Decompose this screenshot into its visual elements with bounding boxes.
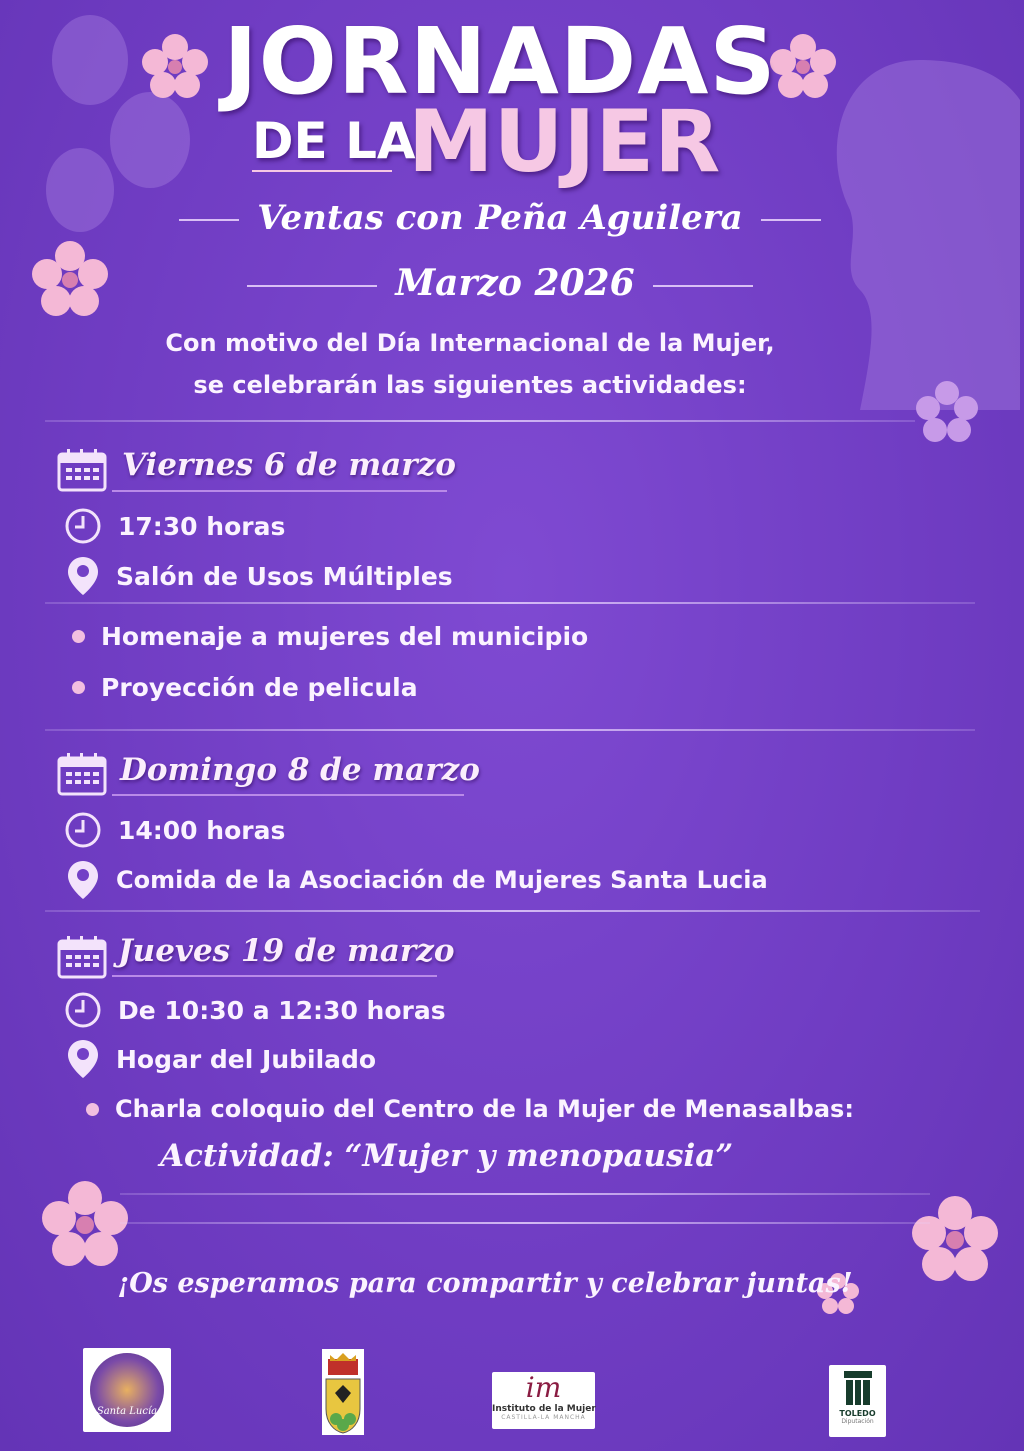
title-underline [252,170,392,172]
location-pin-icon [66,555,100,597]
intro-line: Con motivo del Día Internacional de la Mujer, [165,329,775,357]
event-place [66,555,453,597]
event-place [66,859,768,901]
bullet-icon [72,681,85,694]
title-jornadas: JORNADAS [223,8,777,115]
calendar-icon [57,752,107,796]
bullet-icon [72,630,85,643]
activity-item [72,622,588,651]
divider [179,219,239,221]
bullet-icon [86,1103,99,1116]
diputacion-toledo-logo [829,1365,886,1437]
activity-item [72,673,418,702]
toledo-tower-icon [844,1371,872,1405]
separator [45,420,915,422]
separator [45,602,975,604]
activity-text: Proyección de pelicula [101,673,418,702]
day-underline [112,490,447,492]
date-text: Marzo 2026 [395,262,635,304]
clock-icon [64,991,102,1029]
calendar-icon [57,448,107,492]
event-time [64,811,285,849]
location-subtitle [0,198,1000,238]
title-mujer: MUJER [408,92,721,192]
intro-line: se celebrarán las siguientes actividades: [193,371,747,399]
clock-icon [64,811,102,849]
toledo-text: TOLEDO [839,1409,876,1418]
event-day: Jueves 19 de marzo [118,933,455,969]
separator [120,1193,930,1195]
intro-text [0,322,940,406]
place-text: Comida de la Asociación de Mujeres Santa Lucia [116,866,768,894]
instituto-mujer-logo [492,1372,595,1429]
location-pin-icon [66,1038,100,1080]
date-subtitle [0,262,1000,304]
diputacion-text: Diputación [841,1418,874,1425]
event-day: Domingo 8 de marzo [120,752,480,788]
instituto-name: Instituto de la Mujer [492,1404,596,1414]
event-time [64,991,446,1029]
event-time [64,507,285,545]
location-pin-icon [66,859,100,901]
place-text: Salón de Usos Múltiples [116,561,453,591]
day-underline [112,794,464,796]
flower-icon [40,1180,130,1270]
day-underline [112,975,437,977]
event-place [66,1038,376,1080]
closing-message: ¡Os esperamos para compartir y celebrar juntas! [117,1268,853,1299]
instituto-mark: im [525,1371,562,1404]
divider [761,219,821,221]
divider [653,285,753,287]
santa-lucia-logo [83,1348,171,1432]
clock-icon [64,507,102,545]
event-day: Viernes 6 de marzo [122,447,456,483]
activity-highlight: Actividad: “Mujer y menopausia” [160,1138,734,1174]
title-de-la: DE LA [252,112,416,170]
instituto-region: CASTILLA-LA MANCHA [501,1414,586,1421]
activity-text: Charla coloquio del Centro de la Mujer de Menasalbas: [115,1095,854,1123]
coat-of-arms-logo [322,1349,364,1435]
separator [120,1222,930,1224]
time-text: De 10:30 a 12:30 horas [118,995,446,1025]
time-text: 17:30 horas [118,511,286,541]
divider [247,285,377,287]
separator [45,910,980,912]
activity-text: Homenaje a mujeres del municipio [101,622,589,651]
calendar-icon [57,935,107,979]
time-text: 14:00 horas [118,815,286,845]
separator [45,729,975,731]
location-text: Ventas con Peña Aguilera [257,198,743,238]
place-text: Hogar del Jubilado [116,1044,377,1074]
activity-item [86,1095,854,1123]
santa-lucia-text: Santa Lucía [96,1406,158,1417]
